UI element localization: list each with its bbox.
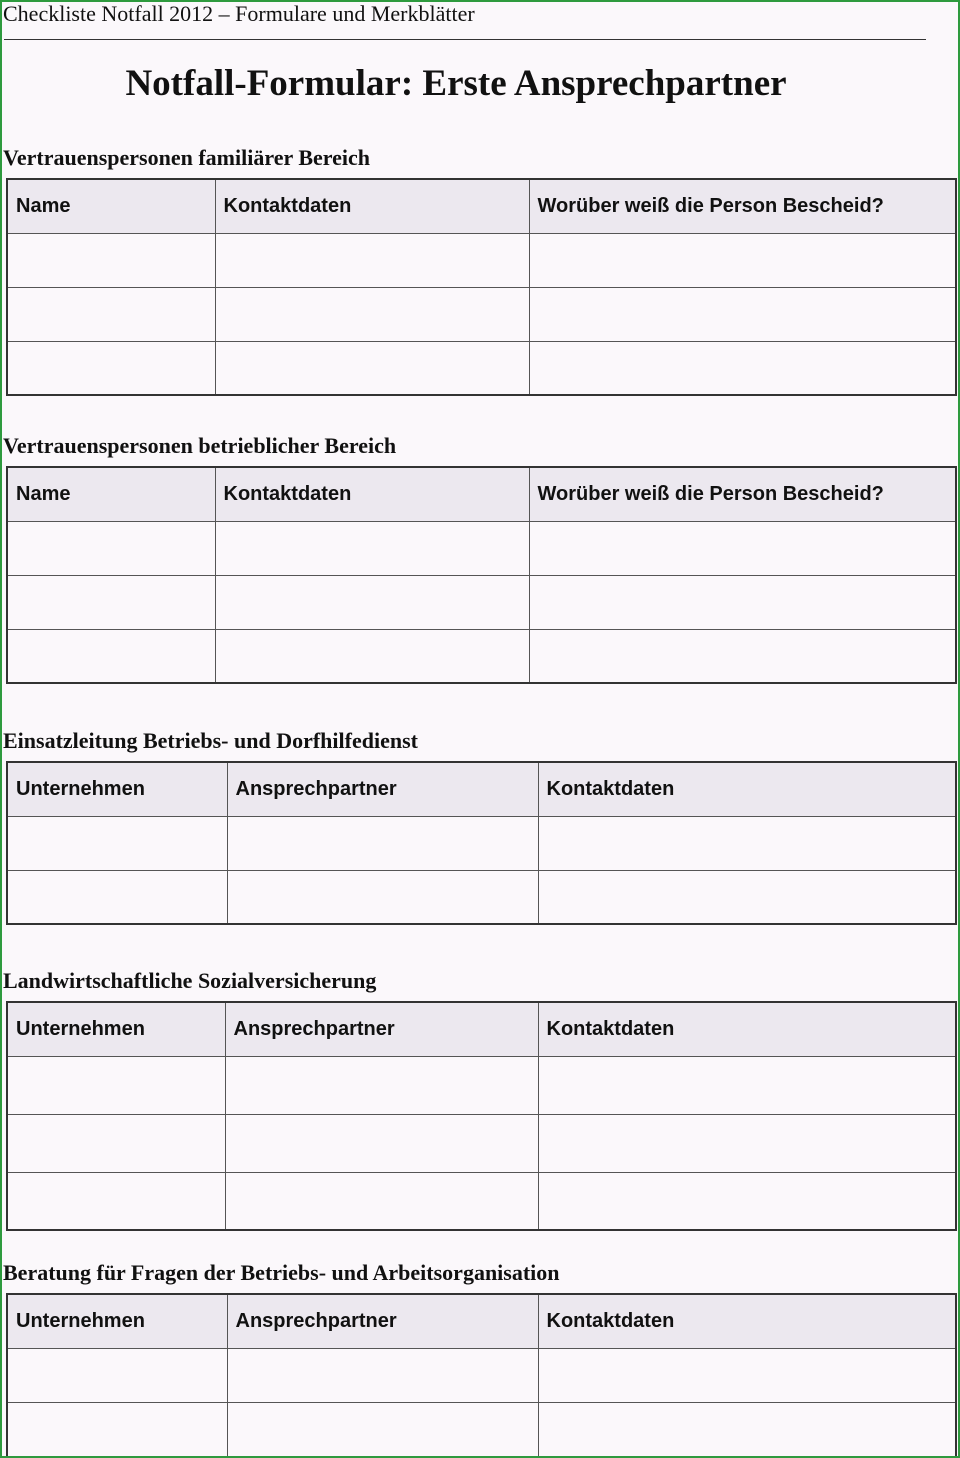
running-header: Checkliste Notfall 2012 – Formulare und Merkblätter bbox=[3, 1, 475, 26]
table-row bbox=[7, 233, 956, 287]
name-cell[interactable] bbox=[7, 521, 215, 575]
company-cell[interactable] bbox=[7, 1348, 227, 1402]
table-header-row bbox=[7, 1294, 956, 1348]
column-header-contact: Kontaktdaten bbox=[538, 762, 956, 816]
table-row bbox=[7, 1114, 956, 1172]
section-heading-dispatch: Einsatzleitung Betriebs- und Dorfhilfedienst bbox=[3, 728, 418, 753]
table-row bbox=[7, 816, 956, 870]
contact-cell[interactable] bbox=[215, 521, 529, 575]
table-header-row bbox=[7, 179, 956, 233]
contact-person-cell[interactable] bbox=[225, 1114, 538, 1172]
contact-cell[interactable] bbox=[538, 816, 956, 870]
header-rule bbox=[4, 39, 926, 40]
contact-cell[interactable] bbox=[538, 870, 956, 924]
table-row bbox=[7, 1172, 956, 1230]
table-row bbox=[7, 1056, 956, 1114]
table-dispatch-contacts bbox=[6, 761, 957, 925]
table-row bbox=[7, 341, 956, 395]
name-cell[interactable] bbox=[7, 341, 215, 395]
column-header-name: Name bbox=[7, 467, 215, 521]
column-header-contact: Kontaktdaten bbox=[538, 1002, 956, 1056]
name-cell[interactable] bbox=[7, 287, 215, 341]
page-title: Notfall-Formular: Erste Ansprechpartner bbox=[125, 63, 787, 104]
contact-cell[interactable] bbox=[538, 1056, 956, 1114]
knowledge-cell[interactable] bbox=[529, 287, 956, 341]
section-heading-social-insurance: Landwirtschaftliche Sozialversicherung bbox=[3, 968, 377, 993]
column-header-contact-person: Ansprechpartner bbox=[227, 1294, 538, 1348]
contact-cell[interactable] bbox=[538, 1348, 956, 1402]
company-cell[interactable] bbox=[7, 1172, 225, 1230]
table-row bbox=[7, 870, 956, 924]
table-family-contacts bbox=[6, 178, 957, 396]
section-heading-business: Vertrauenspersonen betrieblicher Bereich bbox=[3, 433, 397, 458]
column-header-company: Unternehmen bbox=[7, 1294, 227, 1348]
name-cell[interactable] bbox=[7, 233, 215, 287]
contact-cell[interactable] bbox=[538, 1114, 956, 1172]
table-header-row bbox=[7, 762, 956, 816]
column-header-company: Unternehmen bbox=[7, 1002, 225, 1056]
table-consulting-contacts bbox=[6, 1293, 957, 1458]
section-heading-consulting: Beratung für Fragen der Betriebs- und Arbeitsorganisation bbox=[3, 1260, 560, 1285]
table-business-contacts bbox=[6, 466, 957, 684]
contact-cell[interactable] bbox=[215, 233, 529, 287]
section-heading-family: Vertrauenspersonen familiärer Bereich bbox=[3, 145, 371, 170]
company-cell[interactable] bbox=[7, 816, 227, 870]
knowledge-cell[interactable] bbox=[529, 521, 956, 575]
column-header-company: Unternehmen bbox=[7, 762, 227, 816]
table-social-insurance-contacts bbox=[6, 1001, 957, 1231]
knowledge-cell[interactable] bbox=[529, 575, 956, 629]
table-row bbox=[7, 629, 956, 683]
contact-cell[interactable] bbox=[215, 629, 529, 683]
column-header-contact: Kontaktdaten bbox=[215, 467, 529, 521]
contact-person-cell[interactable] bbox=[225, 1172, 538, 1230]
table-row bbox=[7, 1402, 956, 1458]
knowledge-cell[interactable] bbox=[529, 629, 956, 683]
table-row bbox=[7, 575, 956, 629]
column-header-name: Name bbox=[7, 179, 215, 233]
company-cell[interactable] bbox=[7, 870, 227, 924]
table-row bbox=[7, 287, 956, 341]
name-cell[interactable] bbox=[7, 575, 215, 629]
column-header-knowledge: Worüber weiß die Person Bescheid? bbox=[529, 467, 956, 521]
contact-cell[interactable] bbox=[215, 575, 529, 629]
column-header-contact-person: Ansprechpartner bbox=[225, 1002, 538, 1056]
knowledge-cell[interactable] bbox=[529, 233, 956, 287]
company-cell[interactable] bbox=[7, 1114, 225, 1172]
column-header-contact-person: Ansprechpartner bbox=[227, 762, 538, 816]
company-cell[interactable] bbox=[7, 1056, 225, 1114]
contact-cell[interactable] bbox=[215, 287, 529, 341]
table-header-row bbox=[7, 467, 956, 521]
table-row bbox=[7, 1348, 956, 1402]
contact-person-cell[interactable] bbox=[227, 1402, 538, 1458]
name-cell[interactable] bbox=[7, 629, 215, 683]
table-row bbox=[7, 521, 956, 575]
company-cell[interactable] bbox=[7, 1402, 227, 1458]
column-header-contact: Kontaktdaten bbox=[538, 1294, 956, 1348]
knowledge-cell[interactable] bbox=[529, 341, 956, 395]
contact-cell[interactable] bbox=[538, 1172, 956, 1230]
column-header-knowledge: Worüber weiß die Person Bescheid? bbox=[529, 179, 956, 233]
contact-person-cell[interactable] bbox=[225, 1056, 538, 1114]
contact-cell[interactable] bbox=[538, 1402, 956, 1458]
column-header-contact: Kontaktdaten bbox=[215, 179, 529, 233]
contact-person-cell[interactable] bbox=[227, 816, 538, 870]
contact-person-cell[interactable] bbox=[227, 870, 538, 924]
contact-cell[interactable] bbox=[215, 341, 529, 395]
table-header-row bbox=[7, 1002, 956, 1056]
contact-person-cell[interactable] bbox=[227, 1348, 538, 1402]
